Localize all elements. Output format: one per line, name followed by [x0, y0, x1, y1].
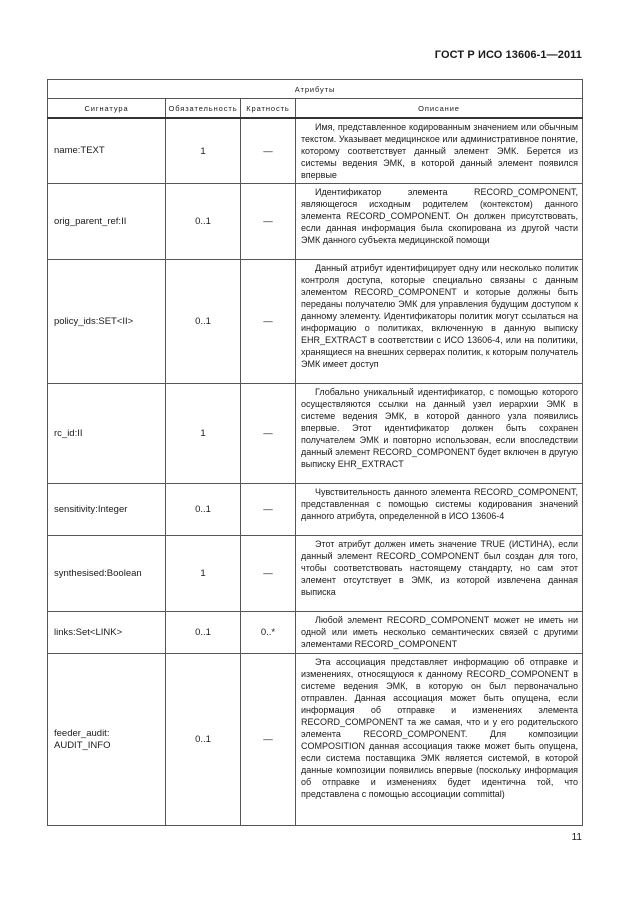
signature-cell: feeder_audit: AUDIT_INFO	[48, 654, 166, 826]
description-cell: Этот атрибут должен иметь значение TRUE (ИСТИНА), если данный элемент RECORD_COMPONENT был создан для того, чтобы соответствовать настоящему стандарту, но сам этот элемент отсутствует в ЭМК, из которой извлечена данная выписка	[296, 536, 583, 612]
description-cell: Идентификатор элемента RECORD_COMPONENT, являющегося исходным родителем (контекстом) данного элемента RECORD_COMPONENT. Он должен присутствовать, если данная информация была скопирована из другой части ЭМК данного субъекта медицинской помощи	[296, 184, 583, 260]
signature-cell: policy_ids:SET<II>	[48, 260, 166, 384]
column-header-description: Описание	[296, 99, 583, 119]
description-cell: Глобально уникальный идентификатор, с помощью которого осуществляются ссылки на данный узел иерархии ЭМК в системе ведения ЭМК, в которой данного узла появились впервые. Этот идентификатор должен быть сохранен получателем ЭМК и повторно использован, если впоследствии данный элемент RECORD_COMPONENT будет включен в другую выписку EHR_EXTRACT	[296, 384, 583, 484]
attributes-group-header: Атрибуты	[48, 80, 583, 99]
signature-cell: orig_parent_ref:II	[48, 184, 166, 260]
attributes-table	[47, 79, 583, 826]
required-cell: 0..1	[166, 184, 241, 260]
table-row	[48, 118, 583, 184]
multiplicity-cell: —	[241, 184, 296, 260]
column-header-multiplicity: Кратность	[241, 99, 296, 119]
table-row	[48, 184, 583, 260]
multiplicity-cell: —	[241, 118, 296, 184]
table-row	[48, 384, 583, 484]
column-header-signature: Сигнатура	[48, 99, 166, 119]
signature-cell: links:Set<LINK>	[48, 612, 166, 654]
description-cell: Чувствительность данного элемента RECORD_COMPONENT, представленная с помощью системы кодирования значений данного атрибута, определенной в ИСО 13606-4	[296, 484, 583, 536]
description-cell: Имя, представленное кодированным значением или обычным текстом. Указывает медицинское или административное понятие, которому соответствует данный элемент ЭМК. Берется из системы ведения ЭМК, в которой данный элемент появился впервые	[296, 118, 583, 184]
description-cell: Эта ассоциация представляет информацию об отправке и изменениях, относящуюся к данному RECORD_COMPONENT в системе ведения ЭМК, в которую он был первоначально отправлен. Данная ассоциация может быть опущена, если информация об отправке и изменениях элемента RECORD_COMPONENT та же самая, что и у его родительского элемента RECORD_COMPONENT. Для композиции COMPOSITION данная ассоциация также может быть опущена, если система поставщика ЭМК является системой, в которой данные композиции появились впервые (поскольку информация об отправке и изменениях будет идентична той, что представлена с помощью ассоциации committal)	[296, 654, 583, 826]
required-cell: 0..1	[166, 484, 241, 536]
multiplicity-cell: —	[241, 536, 296, 612]
required-cell: 1	[166, 118, 241, 184]
column-header-required: Обязательность	[166, 99, 241, 119]
document-header: ГОСТ Р ИСО 13606-1—2011	[434, 49, 582, 61]
table-row	[48, 612, 583, 654]
required-cell: 0..1	[166, 260, 241, 384]
table-row	[48, 654, 583, 826]
required-cell: 0..1	[166, 654, 241, 826]
required-cell: 0..1	[166, 612, 241, 654]
description-cell: Данный атрибут идентифицирует одну или несколько политик контроля доступа, которые специально связаны с данным элементом RECORD_COMPONENT и которые должны быть переданы получателю ЭМК для управления будущим доступом к данному элементу. Идентификаторы политик могут ссылаться на информацию о политиках, включенную в данную выписку EHR_EXTRACT в соответствии с ИСО 13606-4, или на политики, хранящиеся на внешних серверах политик, к которым получатель ЭМК имеет доступ	[296, 260, 583, 384]
signature-cell: rc_id:II	[48, 384, 166, 484]
required-cell: 1	[166, 536, 241, 612]
signature-cell: name:TEXT	[48, 118, 166, 184]
multiplicity-cell: 0..*	[241, 612, 296, 654]
description-cell: Любой элемент RECORD_COMPONENT может не иметь ни одной или иметь несколько семантических связей с другими элементами RECORD_COMPONENT	[296, 612, 583, 654]
table-row	[48, 536, 583, 612]
multiplicity-cell: —	[241, 654, 296, 826]
page-number: 11	[571, 832, 582, 843]
table-row	[48, 260, 583, 384]
table-row	[48, 484, 583, 536]
signature-cell: sensitivity:Integer	[48, 484, 166, 536]
multiplicity-cell: —	[241, 384, 296, 484]
multiplicity-cell: —	[241, 260, 296, 384]
required-cell: 1	[166, 384, 241, 484]
multiplicity-cell: —	[241, 484, 296, 536]
signature-cell: synthesised:Boolean	[48, 536, 166, 612]
